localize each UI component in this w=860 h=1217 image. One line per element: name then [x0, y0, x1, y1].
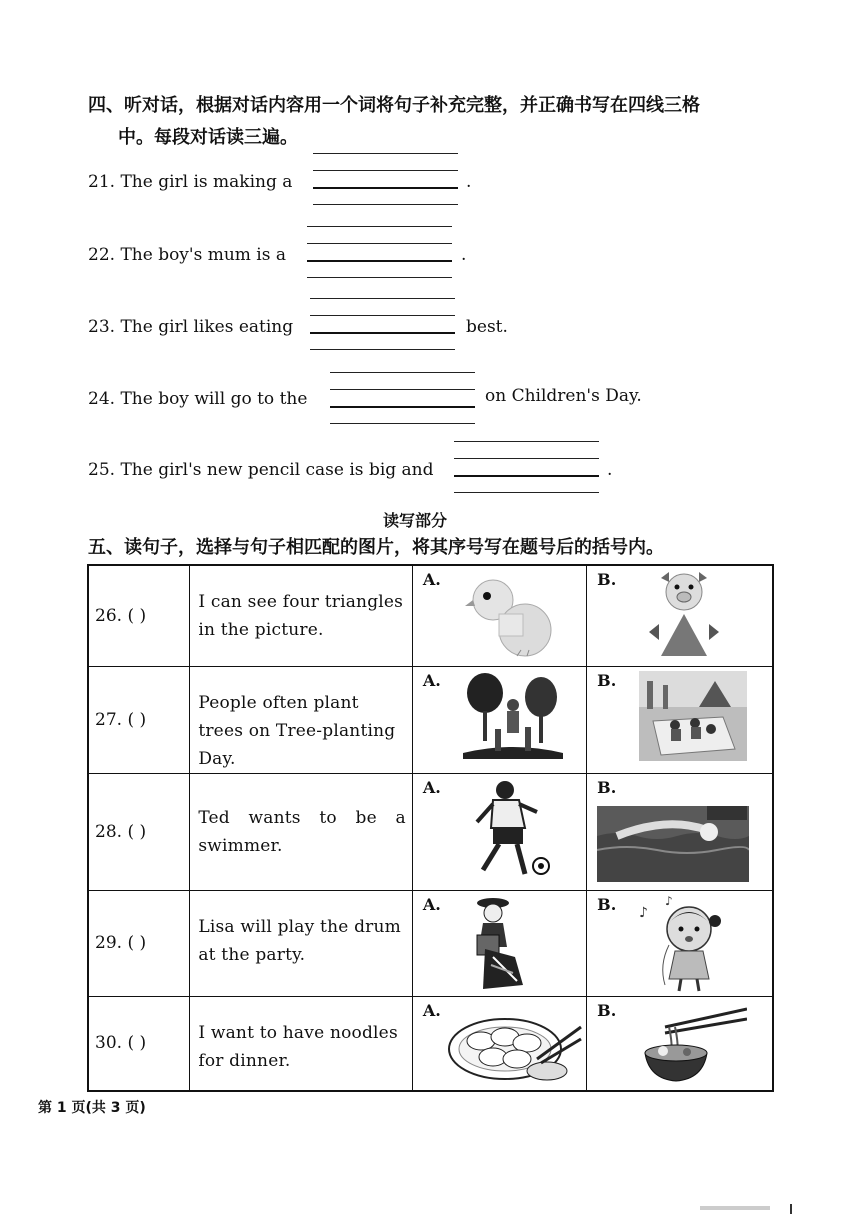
- option-cell-28b[interactable]: [587, 773, 773, 890]
- option-label: A.: [422, 894, 441, 914]
- chick-shapes-icon: [465, 574, 555, 658]
- scan-mark: [790, 1204, 792, 1214]
- question-22-after: .: [461, 245, 467, 265]
- question-25-text: 25. The girl's new pencil case is big and: [88, 460, 434, 480]
- answer-bracket-28[interactable]: 28. ( ): [88, 773, 190, 890]
- option-label: B.: [597, 670, 617, 690]
- option-cell-26b[interactable]: [587, 565, 773, 666]
- table-row: [88, 890, 773, 996]
- question-23-after: best.: [466, 317, 508, 337]
- sentence-27: People often plant trees on Tree-planting Day.: [190, 666, 413, 773]
- drum-player-icon: [463, 895, 535, 993]
- table-row: [88, 773, 773, 890]
- question-23-text: 23. The girl likes eating: [88, 317, 294, 337]
- question-21-after: .: [466, 172, 472, 192]
- option-cell-30b[interactable]: [587, 996, 773, 1091]
- table-row: [88, 565, 773, 666]
- option-label: A.: [422, 777, 441, 797]
- question-22-text: 22. The boy's mum is a: [88, 245, 287, 265]
- dumplings-icon: [447, 1007, 583, 1087]
- question-24-text: 24. The boy will go to the: [88, 389, 308, 409]
- question-25-after: .: [607, 460, 613, 480]
- section4-title-line1: 四、听对话，根据对话内容用一个词将句子补充完整，并正确书写在四线三格: [88, 95, 700, 116]
- swimmer-icon: [597, 806, 749, 882]
- option-cell-30a[interactable]: [412, 996, 586, 1091]
- answer-bracket-26[interactable]: 26. ( ): [88, 565, 190, 666]
- scan-smudge: [700, 1206, 770, 1210]
- sentence-29: Lisa will play the drum at the party.: [190, 890, 413, 996]
- option-label: B.: [597, 1000, 617, 1020]
- answer-bracket-27[interactable]: 27. ( ): [88, 666, 190, 773]
- section4-title-line2: 中。每段对话读三遍。: [118, 127, 298, 148]
- reading-writing-part-title: 读写部分: [383, 511, 448, 530]
- option-cell-26a[interactable]: [412, 565, 586, 666]
- picnic-icon: [639, 671, 747, 761]
- table-row: [88, 996, 773, 1091]
- noodles-bowl-icon: [635, 1005, 747, 1085]
- section5-title: 五、读句子，选择与句子相匹配的图片，将其序号写在题号后的括号内。: [88, 537, 664, 558]
- sentence-30: I want to have noodles for dinner.: [190, 996, 413, 1091]
- writing-lines-25[interactable]: [454, 441, 599, 495]
- option-label: B.: [597, 894, 617, 914]
- writing-lines-22[interactable]: [307, 226, 452, 280]
- option-cell-27a[interactable]: [412, 666, 586, 773]
- page-number: 第 1 页(共 3 页): [38, 1100, 146, 1116]
- option-cell-29a[interactable]: [412, 890, 586, 996]
- option-label: A.: [422, 570, 441, 589]
- option-label: A.: [422, 670, 441, 690]
- svg-text:♪: ♪: [665, 894, 673, 908]
- option-label: B.: [597, 777, 617, 797]
- matching-table: [87, 564, 774, 1092]
- option-cell-27b[interactable]: [587, 666, 773, 773]
- planting-trees-icon: [463, 671, 563, 759]
- svg-text:♪: ♪: [639, 904, 649, 921]
- option-cell-29b[interactable]: [587, 890, 773, 996]
- sentence-28: Ted wants to be a swimmer.: [190, 773, 413, 890]
- option-label: B.: [597, 570, 617, 589]
- writing-lines-21[interactable]: [313, 153, 458, 207]
- answer-bracket-30[interactable]: 30. ( ): [88, 996, 190, 1091]
- sentence-26: I can see four triangles in the picture.: [190, 565, 413, 666]
- question-24-after: on Children's Day.: [485, 386, 642, 406]
- writing-lines-24[interactable]: [330, 372, 475, 426]
- girl-singing-icon: [639, 895, 739, 993]
- writing-lines-23[interactable]: [310, 298, 455, 352]
- question-21-text: 21. The girl is making a: [88, 172, 293, 192]
- option-label: A.: [422, 1000, 441, 1020]
- table-row: [88, 666, 773, 773]
- pig-shapes-icon: [649, 572, 719, 660]
- answer-bracket-29[interactable]: 29. ( ): [88, 890, 190, 996]
- option-cell-28a[interactable]: [412, 773, 586, 890]
- footballer-icon: [465, 778, 551, 884]
